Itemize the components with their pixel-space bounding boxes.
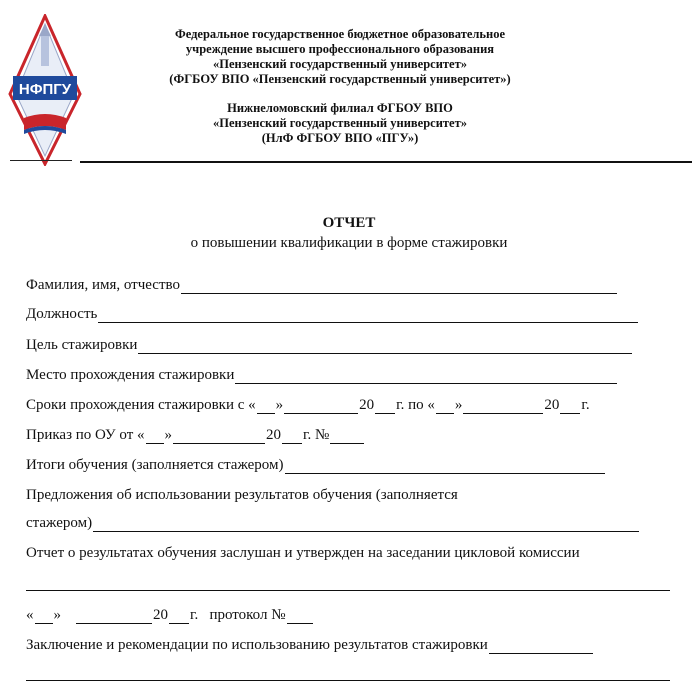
protocol-mid: г. протокол № — [190, 607, 286, 623]
full-name-row — [26, 276, 618, 294]
protocol-open: « — [26, 607, 34, 623]
results-blank[interactable] — [285, 458, 605, 474]
dates-row — [26, 396, 590, 414]
goal-label: Цель стажировки — [26, 337, 138, 353]
org-line-1: Федеральное государственное бюджетное образовательное — [174, 27, 506, 41]
conclusion-row — [26, 636, 594, 654]
header-rule — [80, 161, 692, 163]
results-row — [26, 456, 606, 474]
org-line-2: учреждение высшего профессионального образования — [185, 42, 495, 56]
dates-year1: 20 — [359, 397, 375, 413]
protocol-year-blank[interactable] — [169, 608, 189, 624]
dates-quote2: » — [454, 397, 463, 413]
protocol-row — [26, 606, 314, 624]
header-rule-left — [10, 160, 72, 161]
order-mid: г. № — [303, 427, 330, 443]
place-row — [26, 366, 618, 384]
protocol-day-blank[interactable] — [35, 608, 53, 624]
approval-row — [26, 544, 580, 562]
position-blank[interactable] — [98, 307, 638, 323]
dates-month1-blank[interactable] — [284, 398, 358, 414]
org-line-3: «Пензенский государственный университет» — [213, 57, 467, 71]
branch-line-1: Нижнеломовский филиал ФГБОУ ВПО — [227, 101, 453, 115]
order-quote: » — [164, 427, 172, 443]
approval-blank[interactable] — [26, 590, 670, 591]
protocol-close: » — [53, 607, 61, 623]
place-blank[interactable] — [235, 368, 617, 384]
results-label: Итоги обучения (заполняется стажером) — [26, 457, 284, 473]
header-block — [80, 27, 600, 146]
org-line-4: (ФГБОУ ВПО «Пензенский государственный университет») — [169, 72, 511, 86]
dates-prefix: Сроки прохождения стажировки с « — [26, 397, 256, 413]
goal-row — [26, 336, 633, 354]
protocol-month-blank[interactable] — [76, 608, 152, 624]
dates-year2: 20 — [544, 397, 560, 413]
dates-day1-blank[interactable] — [257, 398, 275, 414]
order-prefix: Приказ по ОУ от « — [26, 427, 145, 443]
order-year: 20 — [266, 427, 281, 443]
proposals-row-1 — [26, 486, 458, 504]
order-day-blank[interactable] — [146, 428, 164, 444]
dates-day2-blank[interactable] — [436, 398, 454, 414]
report-title: ОТЧЕТ — [322, 215, 376, 231]
place-label: Место прохождения стажировки — [26, 367, 235, 383]
proposals-row-2 — [26, 514, 640, 532]
position-row — [26, 305, 639, 323]
branch-line-3: (НлФ ФГБОУ ВПО «ПГУ») — [261, 131, 419, 145]
protocol-year: 20 — [153, 607, 168, 623]
university-logo — [8, 14, 82, 166]
dates-mid: г. по « — [396, 397, 435, 413]
proposals-label-2: стажером) — [26, 515, 93, 531]
dates-month2-blank[interactable] — [463, 398, 543, 414]
goal-blank[interactable] — [138, 338, 632, 354]
approval-label: Отчет о результатах обучения заслушан и утвержден на заседании цикловой комиссии — [26, 545, 580, 561]
dates-year1-blank[interactable] — [375, 398, 395, 414]
proposals-blank[interactable] — [93, 516, 639, 532]
order-month-blank[interactable] — [173, 428, 265, 444]
full-name-blank[interactable] — [181, 278, 617, 294]
dates-year2-blank[interactable] — [560, 398, 580, 414]
dates-end: г. — [581, 397, 590, 413]
full-name-label: Фамилия, имя, отчество — [26, 277, 180, 293]
position-label: Должность — [26, 306, 98, 322]
order-row — [26, 426, 365, 444]
dates-quote1: » — [275, 397, 284, 413]
conclusion-label: Заключение и рекомендации по использованию результатов стажировки — [26, 637, 488, 653]
proposals-label-1: Предложения об использовании результатов обучения (заполняется — [26, 487, 458, 503]
conclusion-blank[interactable] — [489, 638, 593, 654]
report-subtitle: о повышении квалификации в форме стажировки — [190, 235, 508, 251]
order-number-blank[interactable] — [330, 428, 364, 444]
branch-line-2: «Пензенский государственный университет» — [213, 116, 467, 130]
logo-text: НФПГУ — [18, 81, 72, 98]
protocol-number-blank[interactable] — [287, 608, 313, 624]
order-year-blank[interactable] — [282, 428, 302, 444]
conclusion-blank-line[interactable] — [26, 680, 670, 681]
